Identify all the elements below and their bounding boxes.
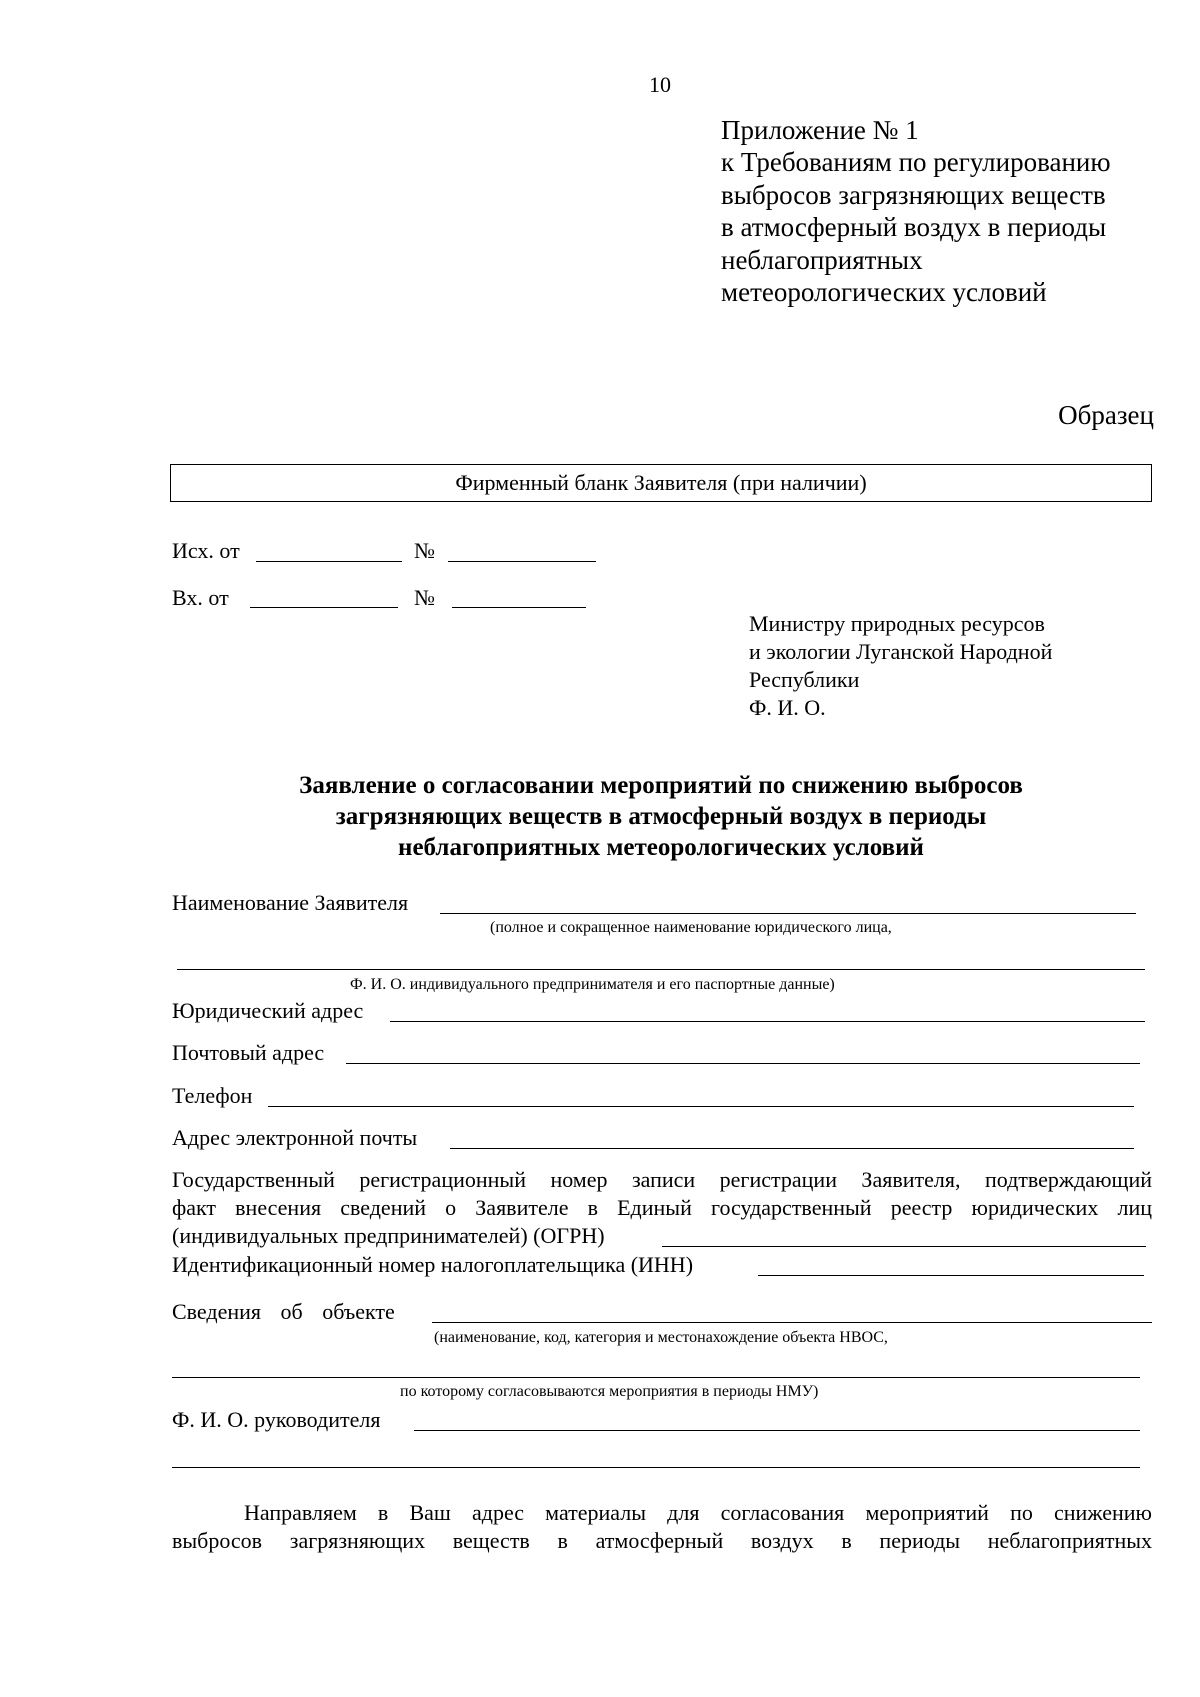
ogrn-blank[interactable] bbox=[662, 1246, 1146, 1247]
legal-address-blank[interactable] bbox=[390, 1021, 1145, 1022]
document-title bbox=[170, 770, 1152, 863]
title-line: неблагоприятных метеорологических условий bbox=[398, 834, 924, 861]
addressee-line: Ф. И. О. bbox=[749, 695, 826, 720]
applicant-details-blank[interactable] bbox=[177, 969, 1145, 970]
outgoing-number-sign: № bbox=[414, 538, 435, 563]
head-name-label: Ф. И. О. руководителя bbox=[172, 1407, 381, 1432]
appendix-line: Приложение № 1 bbox=[721, 115, 919, 145]
applicant-name-hint: (полное и сокращенное наименование юридического лица, bbox=[490, 919, 892, 936]
outgoing-ref-label: Исх. от bbox=[172, 538, 240, 563]
incoming-number-sign: № bbox=[414, 585, 435, 610]
applicant-name-label: Наименование Заявителя bbox=[172, 890, 409, 915]
object-details-blank[interactable] bbox=[172, 1377, 1140, 1378]
page-number: 10 bbox=[649, 72, 671, 97]
addressee-line: Министру природных ресурсов bbox=[749, 611, 1045, 636]
addressee-block bbox=[749, 610, 1052, 722]
head-name-extra-blank[interactable] bbox=[172, 1467, 1140, 1468]
phone-label: Телефон bbox=[172, 1083, 253, 1108]
ogrn-line-2: факт внесения сведений о Заявителе в Единый государственный реестр юридических лиц bbox=[172, 1195, 1152, 1220]
letterhead-box: Фирменный бланк Заявителя (при наличии) bbox=[170, 464, 1152, 502]
ogrn-line-3: (индивидуальных предпринимателей) (ОГРН) bbox=[172, 1223, 605, 1248]
object-info-blank[interactable] bbox=[432, 1322, 1152, 1323]
incoming-date-blank[interactable] bbox=[250, 607, 398, 608]
applicant-details-hint: Ф. И. О. индивидуального предпринимателя и его паспортные данные) bbox=[350, 976, 835, 993]
object-info-hint: (наименование, код, категория и местонахождение объекта НВОС, bbox=[434, 1329, 888, 1346]
appendix-header bbox=[721, 114, 1111, 308]
incoming-ref-label: Вх. от bbox=[172, 585, 229, 610]
appendix-line: выбросов загрязняющих веществ bbox=[721, 179, 1106, 210]
email-label: Адрес электронной почты bbox=[172, 1125, 418, 1150]
inn-label: Идентификационный номер налогоплательщика (ИНН) bbox=[172, 1252, 694, 1277]
email-blank[interactable] bbox=[450, 1148, 1134, 1149]
closing-paragraph-line-2: выбросов загрязняющих веществ в атмосферный воздух в периоды неблагоприятных bbox=[172, 1528, 1152, 1553]
addressee-line: Республики bbox=[749, 667, 860, 692]
outgoing-date-blank[interactable] bbox=[256, 561, 402, 562]
appendix-line: метеорологических условий bbox=[721, 277, 1047, 308]
addressee-line: и экологии Луганской Народной bbox=[749, 639, 1053, 664]
object-info-label: Сведения об объекте bbox=[172, 1299, 395, 1324]
outgoing-number-blank[interactable] bbox=[448, 561, 596, 562]
legal-address-label: Юридический адрес bbox=[172, 998, 364, 1023]
title-line: Заявление о согласовании мероприятий по снижению выбросов bbox=[299, 772, 1023, 799]
title-line: загрязняющих веществ в атмосферный воздух в периоды bbox=[335, 803, 987, 830]
postal-address-blank[interactable] bbox=[346, 1063, 1140, 1064]
object-details-hint: по которому согласовываются мероприятия в периоды НМУ) bbox=[400, 1383, 819, 1400]
head-name-blank[interactable] bbox=[414, 1430, 1140, 1431]
inn-blank[interactable] bbox=[758, 1275, 1144, 1276]
postal-address-label: Почтовый адрес bbox=[172, 1040, 325, 1065]
appendix-line: в атмосферный воздух в периоды bbox=[721, 212, 1107, 243]
closing-paragraph-line-1: Направляем в Ваш адрес материалы для согласования мероприятий по снижению bbox=[244, 1500, 1152, 1525]
phone-blank[interactable] bbox=[268, 1106, 1134, 1107]
sample-label: Образец bbox=[1058, 400, 1154, 430]
incoming-number-blank[interactable] bbox=[452, 607, 586, 608]
appendix-line: к Требованиям по регулированию bbox=[721, 147, 1111, 178]
ogrn-line-1: Государственный регистрационный номер записи регистрации Заявителя, подтверждающий bbox=[172, 1167, 1152, 1192]
appendix-line: неблагоприятных bbox=[721, 244, 923, 275]
applicant-name-blank[interactable] bbox=[440, 913, 1136, 914]
